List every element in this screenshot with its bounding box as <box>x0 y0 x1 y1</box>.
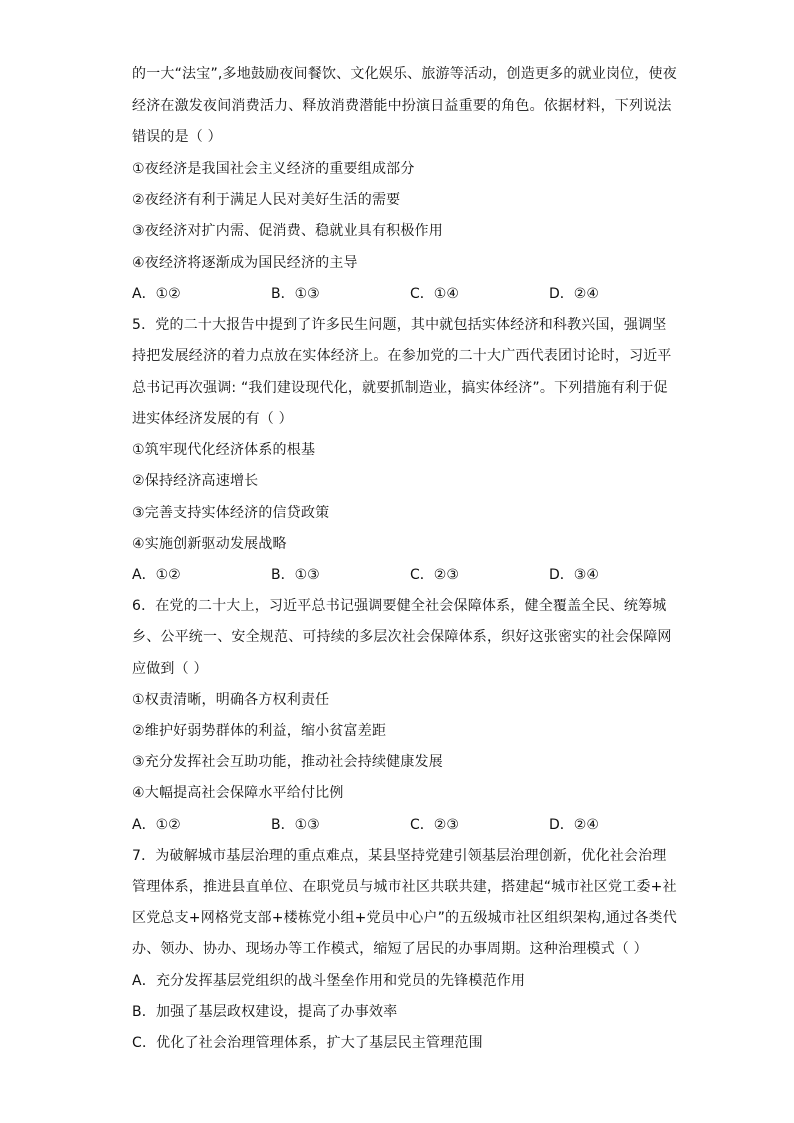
q6-item: ③充分发挥社会互助功能，推动社会持续健康发展 <box>132 754 443 770</box>
q6-item: ①权责清晰，明确各方权利责任 <box>132 692 330 708</box>
q5-stem-line: 5．党的二十大报告中提到了许多民生问题，其中就包括实体经济和科教兴国，强调坚 <box>132 317 667 333</box>
q6-option-d[interactable]: D．②④ <box>549 817 599 833</box>
q5-option-b[interactable]: B．①③ <box>271 567 320 583</box>
q4-stem-line: 错误的是（ ） <box>132 129 222 145</box>
q6-stem-line: 应做到（ ） <box>132 661 208 677</box>
q7-stem-line: 区党总支+网格党支部+楼栋党小组+党员中心户”的五级城市社区组织架构,通过各类代 <box>132 910 677 926</box>
q6-item: ④大幅提高社会保障水平给付比例 <box>132 785 344 801</box>
q4-item: ④夜经济将逐渐成为国民经济的主导 <box>132 255 358 271</box>
q4-option-c[interactable]: C．①④ <box>410 286 459 302</box>
q7-option-c[interactable]: C．优化了社会治理管理体系，扩大了基层民主管理范围 <box>132 1035 483 1051</box>
q5-item: ①筑牢现代化经济体系的根基 <box>132 442 316 458</box>
q6-item: ②维护好弱势群体的利益，缩小贫富差距 <box>132 723 387 739</box>
q7-stem-line: 办、领办、协办、现场办等工作模式，缩短了居民的办事周期。这种治理模式（ ） <box>132 941 648 957</box>
q7-option-a[interactable]: A．充分发挥基层党组织的战斗堡垒作用和党员的先锋模范作用 <box>132 973 526 989</box>
q5-item: ②保持经济高速增长 <box>132 473 259 489</box>
q5-item: ③完善支持实体经济的信贷政策 <box>132 505 330 521</box>
q7-stem-line: 7．为破解城市基层治理的重点难点，某县坚持党建引领基层治理创新，优化社会治理 <box>132 848 667 864</box>
q5-stem-line: 总书记再次强调: “我们建设现代化，就要抓制造业，搞实体经济”。下列措施有利于促 <box>132 380 668 396</box>
q6-stem-line: 6．在党的二十大上，习近平总书记强调要健全社会保障体系，健全覆盖全民、统筹城 <box>132 598 667 614</box>
q4-stem-line: 经济在激发夜间消费活力、释放消费潜能中扮演日益重要的角色。依据材料，下列说法 <box>132 98 672 114</box>
q4-option-b[interactable]: B．①③ <box>271 286 320 302</box>
q5-options <box>132 565 672 585</box>
q5-stem-line: 持把发展经济的着力点放在实体经济上。在参加党的二十大广西代表团讨论时，习近平 <box>132 348 672 364</box>
q6-stem-line: 乡、公平统一、安全规范、可持续的多层次社会保障体系，织好这张密实的社会保障网 <box>132 629 672 645</box>
q6-option-b[interactable]: B．①③ <box>271 817 320 833</box>
q5-option-d[interactable]: D．③④ <box>549 567 599 583</box>
q4-item: ②夜经济有利于满足人民对美好生活的需要 <box>132 192 401 208</box>
q4-item: ①夜经济是我国社会主义经济的重要组成部分 <box>132 161 415 177</box>
q4-item: ③夜经济对扩内需、促消费、稳就业具有积极作用 <box>132 223 443 239</box>
q5-item: ④实施创新驱动发展战略 <box>132 536 287 552</box>
q7-stem-line: 管理体系，推进县直单位、在职党员与城市社区共联共建，搭建起“城市社区党工委+社 <box>132 879 677 895</box>
q5-option-a[interactable]: A．①② <box>132 567 181 583</box>
q5-option-c[interactable]: C．②③ <box>410 567 459 583</box>
q7-option-b[interactable]: B．加强了基层政权建设，提高了办事效率 <box>132 1004 398 1020</box>
q6-options <box>132 815 672 835</box>
q4-option-d[interactable]: D．②④ <box>549 286 599 302</box>
q4-stem-line: 的一大“法宝”,多地鼓励夜间餐饮、文化娱乐、旅游等活动，创造更多的就业岗位，使夜 <box>132 66 677 82</box>
q4-options <box>132 284 672 304</box>
q5-stem-line: 进实体经济发展的有（ ） <box>132 411 293 427</box>
q4-option-a[interactable]: A．①② <box>132 286 181 302</box>
q6-option-a[interactable]: A．①② <box>132 817 181 833</box>
q6-option-c[interactable]: C．②③ <box>410 817 459 833</box>
